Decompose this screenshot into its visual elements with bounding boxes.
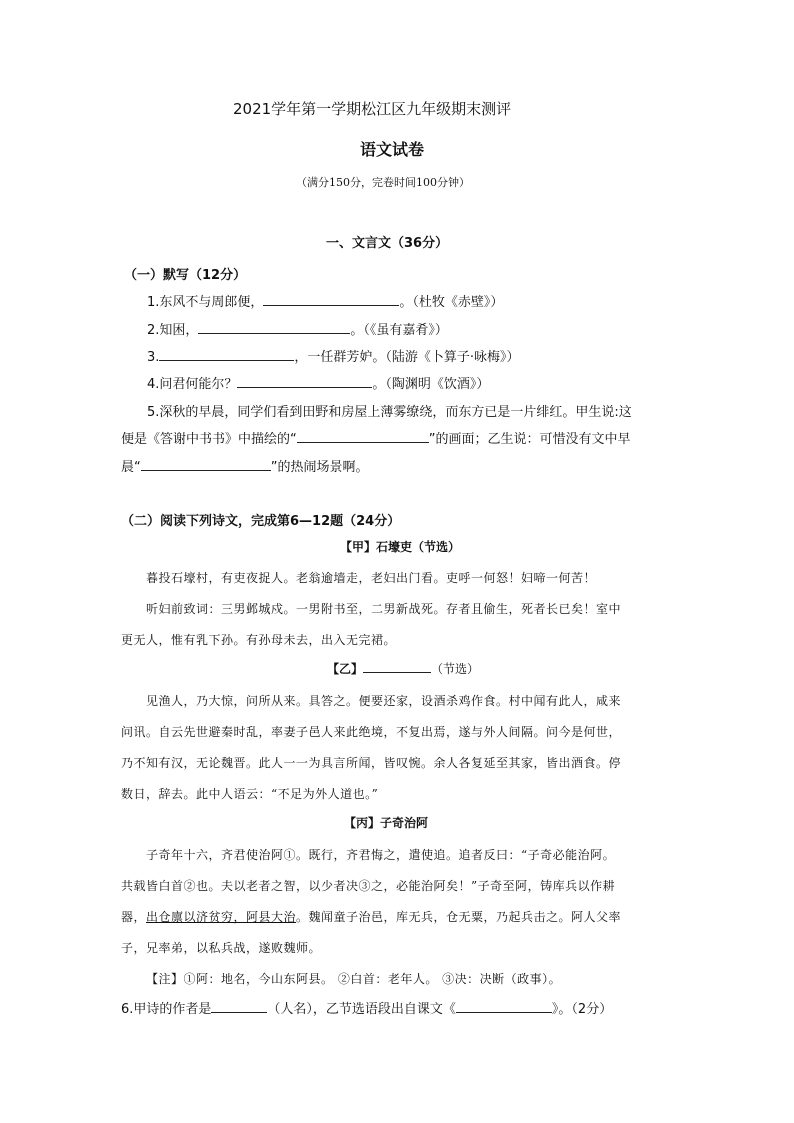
exam-title: 2021学年第一学期松江区九年级期末测评 [233, 100, 512, 118]
question-6 [121, 998, 612, 1017]
question-1 [147, 291, 503, 310]
part2-heading: （二）阅读下列诗文，完成第6—12题（24分） [121, 514, 401, 529]
q5-blank-2[interactable] [141, 457, 271, 471]
q4-text-a: 4.问君何能尔？ [147, 377, 238, 392]
question-5-line1: 5.深秋的早晨，同学们看到田野和房屋上薄雾缭绕，而东方已是一片绯红。甲生说:这 [147, 405, 632, 420]
bing-line-3 [121, 908, 621, 925]
bing-line-3-b: 。魏闻童子治邑，库无兵，仓无粟，乃起兵击之。阿人父率 [296, 910, 622, 924]
question-5-line3 [121, 456, 369, 475]
q4-text-b: 。（陶渊明《饮酒》） [372, 377, 490, 392]
bing-title: 【丙】子奇治阿 [344, 816, 429, 830]
q1-blank[interactable] [263, 292, 399, 306]
yi-title [327, 659, 479, 677]
yi-line-3: 乃不知有汉，无论魏晋。此人一一为具言所闻，皆叹惋。余人各复延至其家，皆出酒食。停 [121, 756, 622, 770]
q1-text-b: 。（杜牧《赤壁》） [399, 295, 504, 310]
jia-title: 【甲】石壕吏（节选） [340, 540, 461, 554]
question-3 [147, 346, 520, 365]
q6-text-b: （人名），乙节选语段出自课文《 [267, 1002, 456, 1017]
question-5-line2 [121, 428, 631, 447]
question-2 [147, 319, 448, 338]
q5-line2-b: ”的画面；乙生说：可惜没有文中早 [428, 432, 631, 447]
q6-blank-author[interactable] [211, 999, 267, 1013]
yi-line-2: 问讯。自云先世避秦时乱，率妻子邑人来此绝境，不复出焉，遂与外人间隔。问今是何世， [121, 725, 622, 739]
section-heading: 一、文言文（36分） [326, 236, 449, 251]
q5-blank-1[interactable] [297, 429, 429, 443]
q6-text-c: 》。（2分） [551, 1002, 613, 1017]
yi-title-b: （节选） [431, 662, 480, 676]
exam-subject: 语文试卷 [360, 140, 425, 159]
bing-line-3-a: 器， [121, 910, 147, 924]
q2-text-a: 2.知困， [147, 323, 199, 338]
bing-line-1: 子奇年十六，齐君使治阿①。既行，齐君悔之，遣使追。追者反曰：“子奇必能治阿。 [146, 848, 616, 862]
jia-line-1: 暮投石壕村，有吏夜捉人。老翁逾墙走，老妇出门看。吏呼一何怒！妇啼一何苦！ [146, 571, 597, 585]
bing-underlined-sentence: 出仓廪以济贫穷，阿县大治 [146, 910, 297, 924]
q5-line2-a: 便是《答谢中书书》中描绘的“ [121, 432, 297, 447]
jia-line-3: 更无人，惟有乳下孙。有孙母未去，出入无完裙。 [121, 633, 397, 647]
q6-blank-title[interactable] [456, 999, 552, 1013]
q3-text-b: ，一任群芳妒。（陆游《卜算子·咏梅》） [294, 350, 520, 365]
exam-note: （满分150分，完卷时间100分钟） [296, 176, 470, 189]
q1-text-a: 1.东风不与周郎便， [147, 295, 264, 310]
q5-line3-b: ”的热闹场景啊。 [270, 460, 369, 475]
yi-title-a: 【乙】 [327, 662, 364, 676]
part1-heading: （一）默写（12分） [124, 268, 247, 283]
q4-blank[interactable] [237, 374, 372, 388]
q5-line3-a: 晨“ [121, 460, 141, 475]
jia-line-2: 听妇前致词：三男邺城戍。一男附书至，二男新战死。存者且偷生，死者长已矣！室中 [146, 602, 622, 616]
q3-text-a: 3. [147, 350, 160, 365]
bing-line-2: 共载皆白首②也。夫以老者之智，以少者决③之，必能治阿矣！”子奇至阿，铸库兵以作耕 [121, 879, 616, 893]
yi-title-blank[interactable] [363, 659, 431, 673]
q2-text-b: 。（《虽有嘉肴》） [350, 323, 448, 338]
q3-blank[interactable] [159, 347, 294, 361]
yi-line-4: 数日，辞去。此中人语云：“不足为外人道也。” [121, 787, 379, 801]
annotation-note: 【注】①阿：地名，今山东阿县。 ②白首：老年人。 ③决：决断（政事）。 [146, 972, 562, 986]
q2-blank[interactable] [198, 320, 350, 334]
yi-line-1: 见渔人，乃大惊，问所从来。具答之。便要还家，设酒杀鸡作食。村中闻有此人，咸来 [146, 694, 622, 708]
bing-line-4: 子，兄率弟，以私兵战，遂败魏师。 [121, 941, 322, 955]
q6-text-a: 6.甲诗的作者是 [121, 1002, 212, 1017]
question-4 [147, 373, 489, 392]
